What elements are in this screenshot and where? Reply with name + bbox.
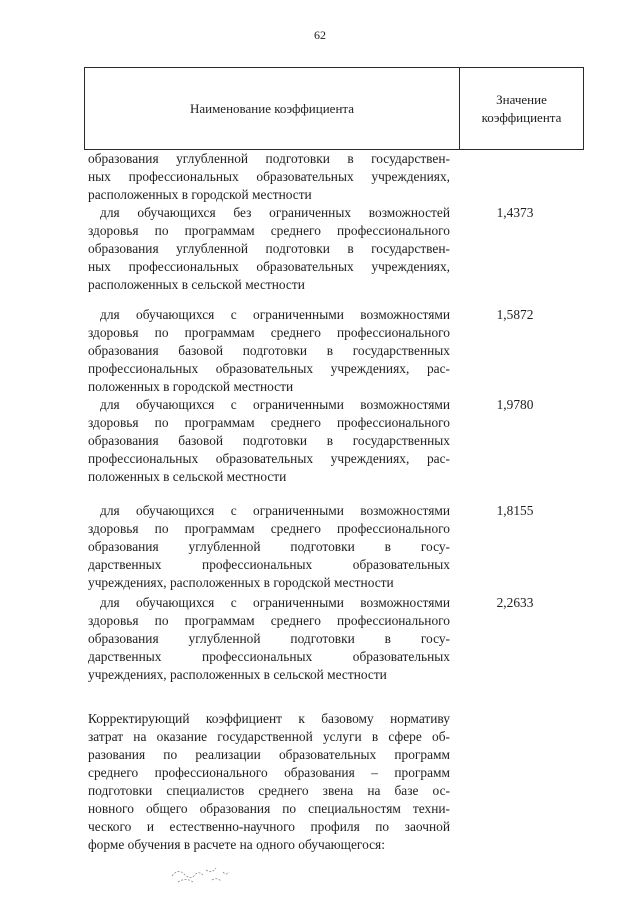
- coefficient-value: 1,9780: [496, 397, 534, 412]
- row-text-line: учреждениях, расположенных в сельской местности: [88, 667, 387, 682]
- table-header: [84, 67, 584, 150]
- row-text-line: здоровья по программам среднего профессионального: [88, 521, 450, 536]
- column-header-name: Наименование коэффициента: [85, 68, 460, 149]
- row-text-line: для обучающихся с ограниченными возможностями: [100, 595, 450, 610]
- paragraph-line: среднего профессионального образования – программ: [88, 765, 450, 780]
- row-text-line: дарственных профессиональных образовательных: [88, 557, 450, 572]
- row-text-line: образования углубленной подготовки в государствен-: [88, 241, 450, 256]
- row-text-line: для обучающихся с ограниченными возможностями: [100, 503, 450, 518]
- row-text-line: здоровья по программам среднего профессионального: [88, 613, 450, 628]
- row-text-line: расположенных в городской местности: [88, 187, 312, 202]
- row-text-line: здоровья по программам среднего профессионального: [88, 415, 450, 430]
- row-text-line: расположенных в сельской местности: [88, 277, 305, 292]
- row-text-line: образования углубленной подготовки в госу-: [88, 539, 450, 554]
- coefficient-value: 1,4373: [496, 205, 534, 220]
- row-text-line: образования базовой подготовки в государственных: [88, 343, 450, 358]
- column-header-value: [460, 68, 583, 149]
- row-text-line: профессиональных образовательных учреждениях, рас-: [88, 451, 450, 466]
- row-text-line: положенных в сельской местности: [88, 469, 287, 484]
- row-text-line: положенных в городской местности: [88, 379, 294, 394]
- coefficient-value: 1,5872: [496, 307, 534, 322]
- row-text-line: здоровья по программам среднего профессионального: [88, 325, 450, 340]
- coefficient-value: 1,8155: [496, 503, 534, 518]
- row-text-line: для обучающихся с ограниченными возможностями: [100, 307, 450, 322]
- row-text-line: образования углубленной подготовки в государствен-: [88, 151, 450, 166]
- row-text-line: здоровья по программам среднего профессионального: [88, 223, 450, 238]
- row-text-line: ных профессиональных образовательных учреждениях,: [88, 169, 450, 184]
- column-header-value-text: Значение коэффициента: [481, 91, 562, 125]
- paragraph-line: разования по реализации образовательных программ: [88, 747, 450, 762]
- row-text-line: учреждениях, расположенных в городской местности: [88, 575, 394, 590]
- row-text-line: дарственных профессиональных образовательных: [88, 649, 450, 664]
- row-text-line: профессиональных образовательных учреждениях, рас-: [88, 361, 450, 376]
- coefficient-value: 2,2633: [496, 595, 534, 610]
- paragraph-line: форме обучения в расчете на одного обучающегося:: [88, 837, 385, 852]
- row-text-line: образования углубленной подготовки в госу-: [88, 631, 450, 646]
- paragraph-line: Корректирующий коэффициент к базовому нормативу: [88, 711, 450, 726]
- row-text-line: ных профессиональных образовательных учреждениях,: [88, 259, 450, 274]
- paragraph-line: новного общего образования по специальностям техни-: [88, 801, 450, 816]
- paragraph-line: подготовки специалистов среднего звена на базе ос-: [88, 783, 450, 798]
- paragraph-line: затрат на оказание государственной услуги в сфере об-: [88, 729, 450, 744]
- scan-mark-scribble: [168, 862, 238, 890]
- row-text-line: для обучающихся без ограниченных возможностей: [100, 205, 450, 220]
- page-number: 62: [314, 28, 326, 42]
- row-text-line: для обучающихся с ограниченными возможностями: [100, 397, 450, 412]
- row-text-line: образования базовой подготовки в государственных: [88, 433, 450, 448]
- paragraph-line: ческого и естественно-научного профиля по заочной: [88, 819, 450, 834]
